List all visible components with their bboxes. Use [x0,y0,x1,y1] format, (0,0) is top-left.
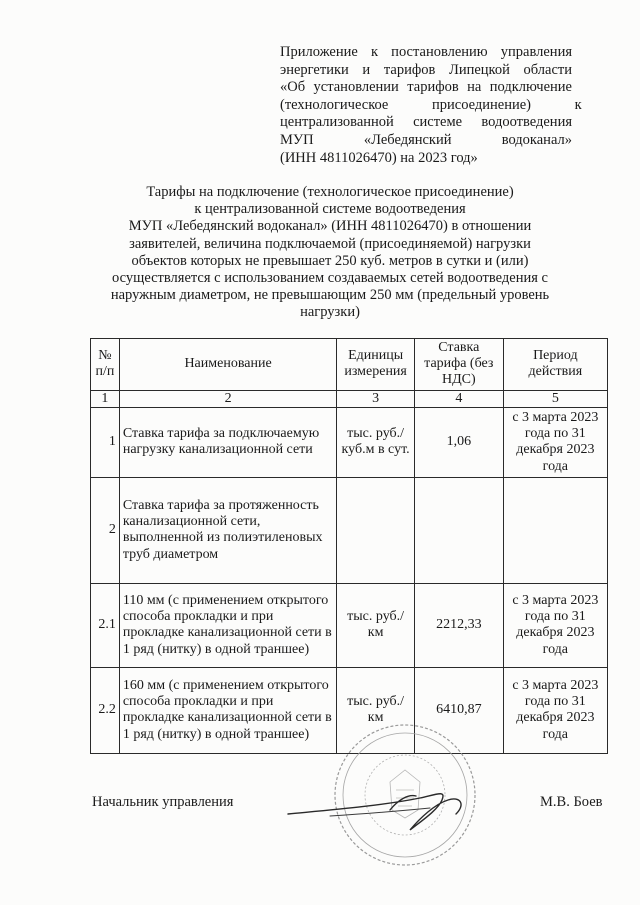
appendix-line-7-text: (ИНН 4811026470) на 2023 год» [280,149,478,166]
document-title [70,184,590,322]
appendix-line-1 [280,44,572,62]
header-period: Период действия [503,339,607,391]
appendix-line-6 [280,132,572,150]
row-name: Ставка тарифа за протяженность канализационной сети, выполненной из полиэтиленовых труб диаметром [119,477,336,583]
appendix-line-3-text: «Об установлении тарифов на подключение [280,79,572,96]
appendix-line-4 [280,96,582,115]
appendix-line-7 [280,150,572,168]
column-number-2: 2 [119,390,336,407]
table-row [91,583,608,667]
appendix-line-5-text: централизованной системе водоотведения [280,114,572,131]
row-unit: тыс. руб./км [337,583,415,667]
table-header-row [91,339,608,391]
row-period: с 3 марта 2023 года по 31 декабря 2023 года [503,407,607,477]
header-name: Наименование [119,339,336,391]
row-name: 160 мм (с применением открытого способа прокладки и при прокладке канализационной сети в 1 ряд (нитку) в одной траншее) [119,667,336,753]
row-period [503,477,607,583]
title-line-5: объектов которых не превышает 250 куб. метров в сутки и (или) [131,252,529,269]
column-number-4: 4 [414,390,503,407]
column-number-row [91,390,608,407]
title-line-1: Тарифы на подключение (технологическое присоединение) [146,184,514,200]
row-period: с 3 марта 2023 года по 31 декабря 2023 года [503,667,607,753]
appendix-line-2-text: энергетики и тарифов Липецкой области [280,61,572,78]
row-number: 2 [91,477,120,583]
row-number: 2.1 [91,583,120,667]
header-rate: Ставка тарифа (без НДС) [414,339,503,391]
handwritten-signature-icon [270,770,500,850]
row-rate [414,477,503,583]
row-number: 1 [91,407,120,477]
row-rate: 6410,87 [414,667,503,753]
appendix-header [280,44,582,167]
title-line-6: осуществляется с использованием создаваемых сетей водоотведения с [112,270,548,287]
title-line-2: к централизованной системе водоотведения [194,201,466,218]
column-number-1: 1 [91,390,120,407]
header-unit: Единицы измерения [337,339,415,391]
appendix-line-5 [280,114,572,132]
column-number-3: 3 [337,390,415,407]
row-unit [337,477,415,583]
title-line-8: нагрузки) [300,304,360,321]
title-line-4: заявителей, величина подключаемой (присоединяемой) нагрузки [129,235,531,252]
appendix-line-1-text: Приложение к постановлению управления [280,44,572,60]
appendix-line-6-text: МУП «Лебедянский водоканал» [280,131,572,148]
row-unit: тыс. руб./км [337,667,415,753]
appendix-line-4-text: (технологическое присоединение) к [280,96,582,113]
row-period: с 3 марта 2023 года по 31 декабря 2023 года [503,583,607,667]
column-number-5: 5 [503,390,607,407]
row-rate: 1,06 [414,407,503,477]
header-number: № п/п [91,339,120,391]
row-unit: тыс. руб./ куб.м в сут. [337,407,415,477]
appendix-line-2 [280,62,572,80]
row-name: Ставка тарифа за подключаемую нагрузку канализационной сети [119,407,336,477]
table-row [91,477,608,583]
row-name: 110 мм (с применением открытого способа прокладки и при прокладке канализационной сети в 1 ряд (нитку) в одной траншее) [119,583,336,667]
appendix-line-3 [280,79,572,97]
row-number: 2.2 [91,667,120,753]
tariff-table [90,338,608,754]
row-rate: 2212,33 [414,583,503,667]
title-line-7: наружным диаметром, не превышающим 250 мм (предельный уровень [110,287,550,304]
title-line-3: МУП «Лебедянский водоканал» (ИНН 4811026470) в отношении [128,218,532,235]
table-row [91,407,608,477]
signature-name: М.В. Боев [540,794,603,810]
signature-position: Начальник управления [92,794,234,810]
